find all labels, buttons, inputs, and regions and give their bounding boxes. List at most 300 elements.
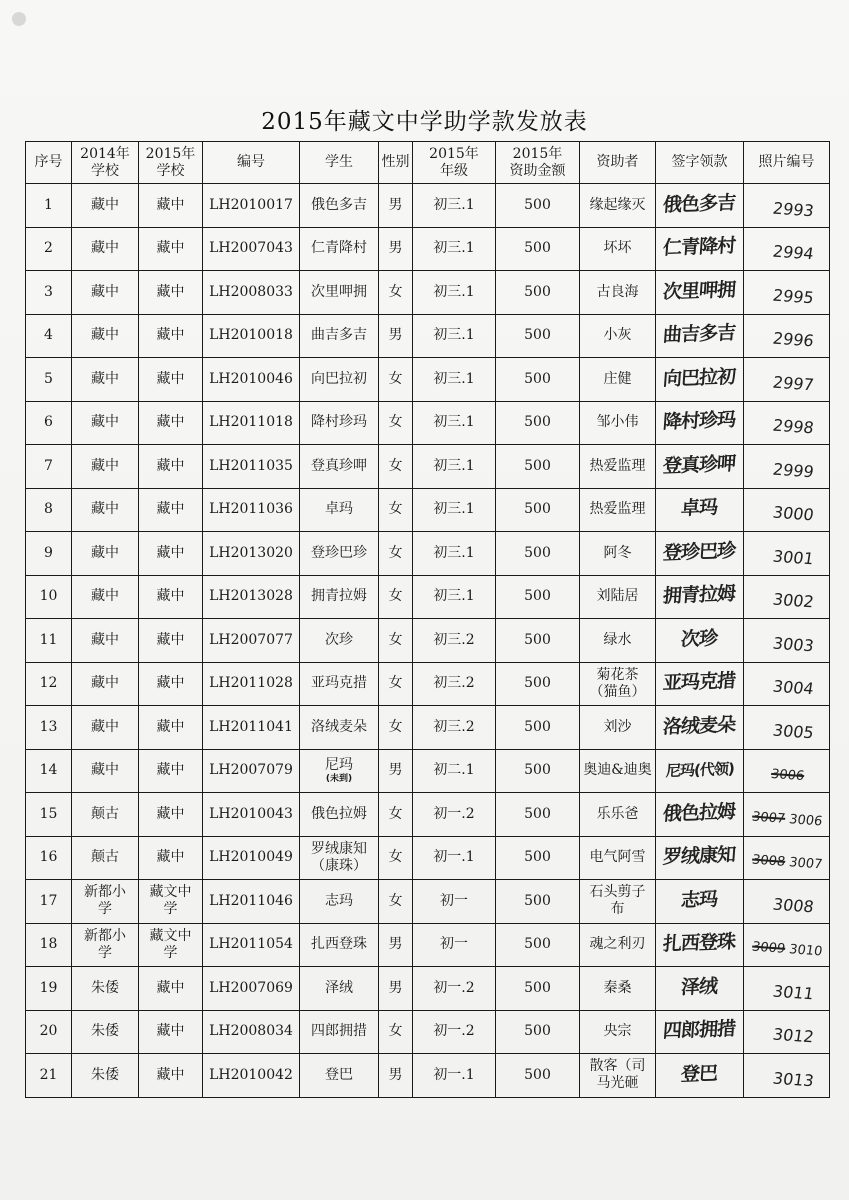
- sponsor-name-cell: 散客（司 马光砸: [580, 1054, 656, 1098]
- row-number-cell: 13: [26, 706, 72, 750]
- handwritten-signature: 志玛: [680, 888, 719, 912]
- row-number-cell: 8: [26, 488, 72, 532]
- handwritten-signature: 四郎拥措: [662, 1018, 737, 1043]
- gender-cell: 男: [379, 227, 413, 271]
- school-2014-cell: 藏中: [72, 532, 139, 576]
- sponsor-name-cell: 小灰: [580, 314, 656, 358]
- photo-number: 3011: [771, 981, 816, 1004]
- table-row: [26, 793, 830, 837]
- grant-amount-cell: 500: [496, 662, 580, 706]
- student-name-cell: 俄色拉姆: [300, 793, 379, 837]
- signature-cell: [656, 793, 744, 837]
- school-2014-cell: 藏中: [72, 401, 139, 445]
- school-2015-cell: 藏中: [139, 271, 203, 315]
- table-row: [26, 836, 830, 880]
- signature-cell: [656, 836, 744, 880]
- gender-cell: 女: [379, 1010, 413, 1054]
- photo-number-cell: [744, 1010, 830, 1054]
- school-2014-cell: 朱倭: [72, 967, 139, 1011]
- struck-photo-number: 3009: [751, 939, 787, 958]
- hole-mark: [12, 12, 26, 26]
- grade-cell: 初一.1: [413, 836, 496, 880]
- sponsor-name-cell: 奥迪&迪奥: [580, 749, 656, 793]
- signature-cell: [656, 271, 744, 315]
- handwritten-note: (未到): [325, 774, 353, 785]
- column-header: 资助者: [580, 142, 656, 184]
- student-id-cell: LH2008034: [203, 1010, 300, 1054]
- row-number-cell: 2: [26, 227, 72, 271]
- handwritten-photo-number: [772, 982, 815, 1002]
- photo-number-cell: [744, 619, 830, 663]
- table-row: [26, 749, 830, 793]
- photo-number-cell: [744, 1054, 830, 1098]
- sponsor-name-cell: 秦桑: [580, 967, 656, 1011]
- school-2014-cell: 藏中: [72, 662, 139, 706]
- photo-number-cell: [744, 227, 830, 271]
- gender-cell: 女: [379, 706, 413, 750]
- school-2015-cell: 藏中: [139, 749, 203, 793]
- table-row: [26, 619, 830, 663]
- header-row: [26, 142, 830, 184]
- grant-amount-cell: 500: [496, 184, 580, 228]
- handwritten-photo-number: [772, 460, 815, 480]
- handwritten-photo-number: [772, 1026, 815, 1046]
- row-number-cell: 10: [26, 575, 72, 619]
- handwritten-photo-number: [772, 286, 815, 306]
- grant-amount-cell: 500: [496, 358, 580, 402]
- handwritten-photo-number: [772, 634, 815, 654]
- gender-cell: 女: [379, 793, 413, 837]
- row-number-cell: 6: [26, 401, 72, 445]
- signature-cell: [656, 1010, 744, 1054]
- grant-amount-cell: 500: [496, 314, 580, 358]
- column-header: 2015年 学校: [139, 142, 203, 184]
- signature-cell: [656, 749, 744, 793]
- table-row: [26, 532, 830, 576]
- signature-cell: [656, 967, 744, 1011]
- sponsor-name-cell: 古良海: [580, 271, 656, 315]
- student-name-cell: 次珍: [300, 619, 379, 663]
- photo-number: 3013: [771, 1068, 816, 1091]
- student-id-cell: LH2011028: [203, 662, 300, 706]
- photo-number: 3006: [784, 811, 824, 830]
- photo-number-cell: [744, 880, 830, 924]
- photo-number: 3008: [771, 894, 816, 917]
- signature-cell: [656, 314, 744, 358]
- gender-cell: 男: [379, 923, 413, 967]
- school-2015-cell: 藏中: [139, 619, 203, 663]
- handwritten-photo-number: [772, 373, 815, 393]
- student-name-cell: 登真珍呷: [300, 445, 379, 489]
- student-name-cell: 罗绒康知 （康珠）: [300, 836, 379, 880]
- handwritten-photo-number: [772, 895, 815, 915]
- table-row: [26, 706, 830, 750]
- gender-cell: 女: [379, 445, 413, 489]
- column-header: 性别: [379, 142, 413, 184]
- photo-number-cell: [744, 749, 830, 793]
- school-2014-cell: 藏中: [72, 706, 139, 750]
- student-name-cell: 俄色多吉: [300, 184, 379, 228]
- sponsor-name-cell: 热爱监理: [580, 445, 656, 489]
- handwritten-signature: 次里呷拥: [662, 278, 737, 304]
- gender-cell: 女: [379, 575, 413, 619]
- school-2015-cell: 藏中: [139, 662, 203, 706]
- handwritten-signature: 俄色拉姆: [662, 800, 737, 826]
- signature-cell: [656, 445, 744, 489]
- student-name-cell: 降村珍玛: [300, 401, 379, 445]
- handwritten-signature: 登珍巴珍: [662, 539, 737, 565]
- student-id-cell: LH2011054: [203, 923, 300, 967]
- row-number-cell: 5: [26, 358, 72, 402]
- sponsor-name-cell: 石头剪子 布: [580, 880, 656, 924]
- gender-cell: 男: [379, 967, 413, 1011]
- signature-cell: [656, 619, 744, 663]
- photo-number: 3000: [771, 502, 816, 525]
- struck-photo-number: 3006: [769, 767, 806, 785]
- grant-amount-cell: 500: [496, 1010, 580, 1054]
- grade-cell: 初三.2: [413, 662, 496, 706]
- handwritten-signature: 卓玛: [680, 496, 719, 520]
- photo-number-cell: [744, 793, 830, 837]
- column-header: 学生: [300, 142, 379, 184]
- grant-amount-cell: 500: [496, 488, 580, 532]
- column-header: 签字领款: [656, 142, 744, 184]
- student-id-cell: LH2011018: [203, 401, 300, 445]
- school-2015-cell: 藏文中 学: [139, 880, 203, 924]
- student-id-cell: LH2010043: [203, 793, 300, 837]
- gender-cell: 男: [379, 1054, 413, 1098]
- photo-number: 3001: [771, 546, 816, 569]
- school-2015-cell: 藏中: [139, 1054, 203, 1098]
- table-body: [26, 184, 830, 1098]
- table-row: [26, 662, 830, 706]
- grant-amount-cell: 500: [496, 923, 580, 967]
- gender-cell: 女: [379, 401, 413, 445]
- student-name-cell: 扎西登珠: [300, 923, 379, 967]
- row-number-cell: 21: [26, 1054, 72, 1098]
- struck-photo-number: 3008: [751, 852, 787, 871]
- column-header: 2014年 学校: [72, 142, 139, 184]
- grade-cell: 初二.1: [413, 749, 496, 793]
- signature-cell: [656, 184, 744, 228]
- student-id-cell: LH2013020: [203, 532, 300, 576]
- handwritten-photo-number: [772, 504, 815, 524]
- school-2014-cell: 颠古: [72, 836, 139, 880]
- gender-cell: 女: [379, 488, 413, 532]
- school-2015-cell: 藏中: [139, 967, 203, 1011]
- photo-number-cell: [744, 967, 830, 1011]
- photo-number: 3010: [784, 942, 824, 960]
- photo-number-cell: [744, 358, 830, 402]
- student-id-cell: LH2007079: [203, 749, 300, 793]
- student-id-cell: LH2011036: [203, 488, 300, 532]
- school-2014-cell: 藏中: [72, 358, 139, 402]
- school-2014-cell: 藏中: [72, 271, 139, 315]
- handwritten-photo-number: [772, 199, 815, 219]
- sponsor-name-cell: 魂之利刃: [580, 923, 656, 967]
- grade-cell: 初一: [413, 880, 496, 924]
- table-row: [26, 445, 830, 489]
- handwritten-photo-number: [772, 591, 815, 611]
- student-id-cell: LH2013028: [203, 575, 300, 619]
- sponsor-name-cell: 缘起缘灭: [580, 184, 656, 228]
- struck-photo-number: 3007: [751, 809, 787, 827]
- row-number-cell: 17: [26, 880, 72, 924]
- student-id-cell: LH2010018: [203, 314, 300, 358]
- school-2014-cell: 颠古: [72, 793, 139, 837]
- grade-cell: 初三.1: [413, 575, 496, 619]
- school-2014-cell: 朱倭: [72, 1010, 139, 1054]
- school-2014-cell: 新都小 学: [72, 923, 139, 967]
- photo-number-cell: [744, 271, 830, 315]
- table-row: [26, 184, 830, 228]
- table-row: [26, 1010, 830, 1054]
- photo-number: 2995: [771, 285, 816, 308]
- row-number-cell: 1: [26, 184, 72, 228]
- handwritten-signature: 扎西登珠: [662, 931, 737, 956]
- sponsor-name-cell: 央宗: [580, 1010, 656, 1054]
- column-header: 2015年 年级: [413, 142, 496, 184]
- grant-table: [25, 141, 830, 1098]
- sponsor-name-cell: 电气阿雪: [580, 836, 656, 880]
- student-id-cell: LH2007069: [203, 967, 300, 1011]
- photo-number-cell: [744, 532, 830, 576]
- photo-number-cell: [744, 184, 830, 228]
- grade-cell: 初一.2: [413, 967, 496, 1011]
- row-number-cell: 4: [26, 314, 72, 358]
- column-header: 照片编号: [744, 142, 830, 184]
- gender-cell: 女: [379, 532, 413, 576]
- sponsor-name-cell: 阿冬: [580, 532, 656, 576]
- row-number-cell: 11: [26, 619, 72, 663]
- school-2014-cell: 藏中: [72, 749, 139, 793]
- photo-number: 3007: [784, 855, 824, 873]
- photo-number-cell: [744, 575, 830, 619]
- gender-cell: 女: [379, 358, 413, 402]
- handwritten-photo-number: [772, 721, 815, 741]
- school-2015-cell: 藏中: [139, 401, 203, 445]
- student-id-cell: LH2011035: [203, 445, 300, 489]
- signature-cell: [656, 532, 744, 576]
- gender-cell: 男: [379, 749, 413, 793]
- school-2014-cell: 藏中: [72, 488, 139, 532]
- handwritten-photo-number: [751, 808, 824, 830]
- grant-amount-cell: 500: [496, 793, 580, 837]
- school-2015-cell: 藏中: [139, 836, 203, 880]
- handwritten-photo-number: [772, 330, 815, 350]
- table-row: [26, 227, 830, 271]
- student-name-cell: 拥青拉姆: [300, 575, 379, 619]
- row-number-cell: 15: [26, 793, 72, 837]
- school-2015-cell: 藏中: [139, 1010, 203, 1054]
- handwritten-photo-number: [751, 852, 824, 874]
- sponsor-name-cell: 乐乐爸: [580, 793, 656, 837]
- photo-number-cell: [744, 445, 830, 489]
- table-row: [26, 401, 830, 445]
- handwritten-photo-number: [770, 766, 806, 785]
- row-number-cell: 12: [26, 662, 72, 706]
- student-name-cell: 四郎拥措: [300, 1010, 379, 1054]
- handwritten-signature: 尼玛(代领): [664, 759, 735, 780]
- sponsor-name-cell: 绿水: [580, 619, 656, 663]
- table-row: [26, 1054, 830, 1098]
- handwritten-signature: 亚玛克措: [662, 670, 737, 695]
- photo-number: 3003: [771, 633, 816, 656]
- handwritten-signature: 罗绒康知: [662, 844, 737, 869]
- student-id-cell: LH2007043: [203, 227, 300, 271]
- photo-number-cell: [744, 314, 830, 358]
- student-name-cell: 登巴: [300, 1054, 379, 1098]
- signature-cell: [656, 923, 744, 967]
- photo-number: 3005: [771, 720, 816, 743]
- row-number-cell: 19: [26, 967, 72, 1011]
- school-2014-cell: 藏中: [72, 227, 139, 271]
- student-name-cell: 向巴拉初: [300, 358, 379, 402]
- school-2015-cell: 藏中: [139, 227, 203, 271]
- photo-number-cell: [744, 662, 830, 706]
- student-name-cell: 泽绒: [300, 967, 379, 1011]
- school-2015-cell: 藏中: [139, 445, 203, 489]
- student-name-cell: 洛绒麦朵: [300, 706, 379, 750]
- row-number-cell: 16: [26, 836, 72, 880]
- photo-number: 3004: [771, 676, 816, 699]
- photo-number-cell: [744, 401, 830, 445]
- grant-amount-cell: 500: [496, 749, 580, 793]
- school-2014-cell: 藏中: [72, 445, 139, 489]
- school-2015-cell: 藏中: [139, 706, 203, 750]
- grant-amount-cell: 500: [496, 836, 580, 880]
- signature-cell: [656, 227, 744, 271]
- photo-number: 3012: [771, 1024, 816, 1047]
- sponsor-name-cell: 菊花茶 （猫鱼）: [580, 662, 656, 706]
- table-row: [26, 358, 830, 402]
- table-row: [26, 488, 830, 532]
- grade-cell: 初一.1: [413, 1054, 496, 1098]
- student-id-cell: LH2010046: [203, 358, 300, 402]
- table-row: [26, 880, 830, 924]
- student-name-cell: 志玛: [300, 880, 379, 924]
- table-row: [26, 967, 830, 1011]
- student-name-cell: 亚玛克措: [300, 662, 379, 706]
- signature-cell: [656, 401, 744, 445]
- handwritten-photo-number: [772, 417, 815, 437]
- grant-amount-cell: 500: [496, 1054, 580, 1098]
- school-2014-cell: 藏中: [72, 619, 139, 663]
- school-2015-cell: 藏中: [139, 358, 203, 402]
- grant-amount-cell: 500: [496, 401, 580, 445]
- handwritten-photo-number: [772, 678, 815, 698]
- school-2014-cell: 藏中: [72, 314, 139, 358]
- photo-number: 2997: [771, 372, 816, 395]
- row-number-cell: 18: [26, 923, 72, 967]
- handwritten-signature: 向巴拉初: [662, 365, 737, 391]
- handwritten-photo-number: [772, 547, 815, 567]
- school-2014-cell: 朱倭: [72, 1054, 139, 1098]
- handwritten-signature: 登巴: [680, 1062, 719, 1086]
- photo-number: 3002: [771, 589, 816, 612]
- handwritten-photo-number: [772, 1069, 815, 1089]
- row-number-cell: 9: [26, 532, 72, 576]
- row-number-cell: 20: [26, 1010, 72, 1054]
- student-id-cell: LH2010017: [203, 184, 300, 228]
- gender-cell: 女: [379, 271, 413, 315]
- grade-cell: 初三.2: [413, 619, 496, 663]
- photo-number: 2999: [771, 459, 816, 482]
- gender-cell: 女: [379, 619, 413, 663]
- signature-cell: [656, 880, 744, 924]
- handwritten-photo-number: [772, 243, 815, 263]
- grant-amount-cell: 500: [496, 575, 580, 619]
- grant-amount-cell: 500: [496, 227, 580, 271]
- gender-cell: 女: [379, 880, 413, 924]
- sponsor-name-cell: 热爱监理: [580, 488, 656, 532]
- column-header: 2015年 资助金额: [496, 142, 580, 184]
- student-name-cell: 卓玛: [300, 488, 379, 532]
- sponsor-name-cell: 邹小伟: [580, 401, 656, 445]
- signature-cell: [656, 358, 744, 402]
- grade-cell: 初三.1: [413, 532, 496, 576]
- grade-cell: 初一: [413, 923, 496, 967]
- photo-number: 2998: [771, 415, 816, 438]
- school-2015-cell: 藏中: [139, 184, 203, 228]
- school-2015-cell: 藏中: [139, 793, 203, 837]
- photo-number-cell: [744, 488, 830, 532]
- student-id-cell: LH2011046: [203, 880, 300, 924]
- student-name-cell: 尼玛 (未到): [300, 749, 379, 793]
- student-name-cell: 次里呷拥: [300, 271, 379, 315]
- school-2015-cell: 藏文中 学: [139, 923, 203, 967]
- grade-cell: 初三.1: [413, 358, 496, 402]
- grade-cell: 初三.1: [413, 227, 496, 271]
- handwritten-signature: 洛绒麦朵: [662, 713, 737, 739]
- grant-amount-cell: 500: [496, 445, 580, 489]
- handwritten-photo-number: [751, 939, 824, 961]
- grade-cell: 初三.2: [413, 706, 496, 750]
- student-id-cell: LH2010049: [203, 836, 300, 880]
- handwritten-signature: 登真珍呷: [662, 452, 737, 478]
- grade-cell: 初三.1: [413, 184, 496, 228]
- handwritten-signature: 泽绒: [680, 975, 719, 999]
- signature-cell: [656, 488, 744, 532]
- photo-number: 2996: [771, 328, 816, 351]
- table-row: [26, 923, 830, 967]
- grade-cell: 初三.1: [413, 401, 496, 445]
- handwritten-signature: 仁青降村: [662, 235, 737, 260]
- handwritten-signature: 次珍: [680, 627, 719, 651]
- photo-number: 2994: [771, 241, 816, 264]
- grade-cell: 初三.1: [413, 271, 496, 315]
- student-id-cell: LH2011041: [203, 706, 300, 750]
- handwritten-signature: 拥青拉姆: [662, 583, 737, 608]
- column-header: 序号: [26, 142, 72, 184]
- grant-amount-cell: 500: [496, 271, 580, 315]
- sponsor-name-cell: 刘陆居: [580, 575, 656, 619]
- handwritten-signature: 俄色多吉: [662, 191, 737, 217]
- student-name-cell: 曲吉多吉: [300, 314, 379, 358]
- school-2015-cell: 藏中: [139, 488, 203, 532]
- handwritten-signature: 曲吉多吉: [662, 322, 737, 347]
- school-2015-cell: 藏中: [139, 575, 203, 619]
- photo-number-cell: [744, 836, 830, 880]
- row-number-cell: 3: [26, 271, 72, 315]
- handwritten-signature: 降村珍玛: [662, 409, 737, 434]
- grant-amount-cell: 500: [496, 532, 580, 576]
- school-2014-cell: 新都小 学: [72, 880, 139, 924]
- grade-cell: 初一.2: [413, 1010, 496, 1054]
- photo-number-cell: [744, 923, 830, 967]
- school-2015-cell: 藏中: [139, 314, 203, 358]
- signature-cell: [656, 706, 744, 750]
